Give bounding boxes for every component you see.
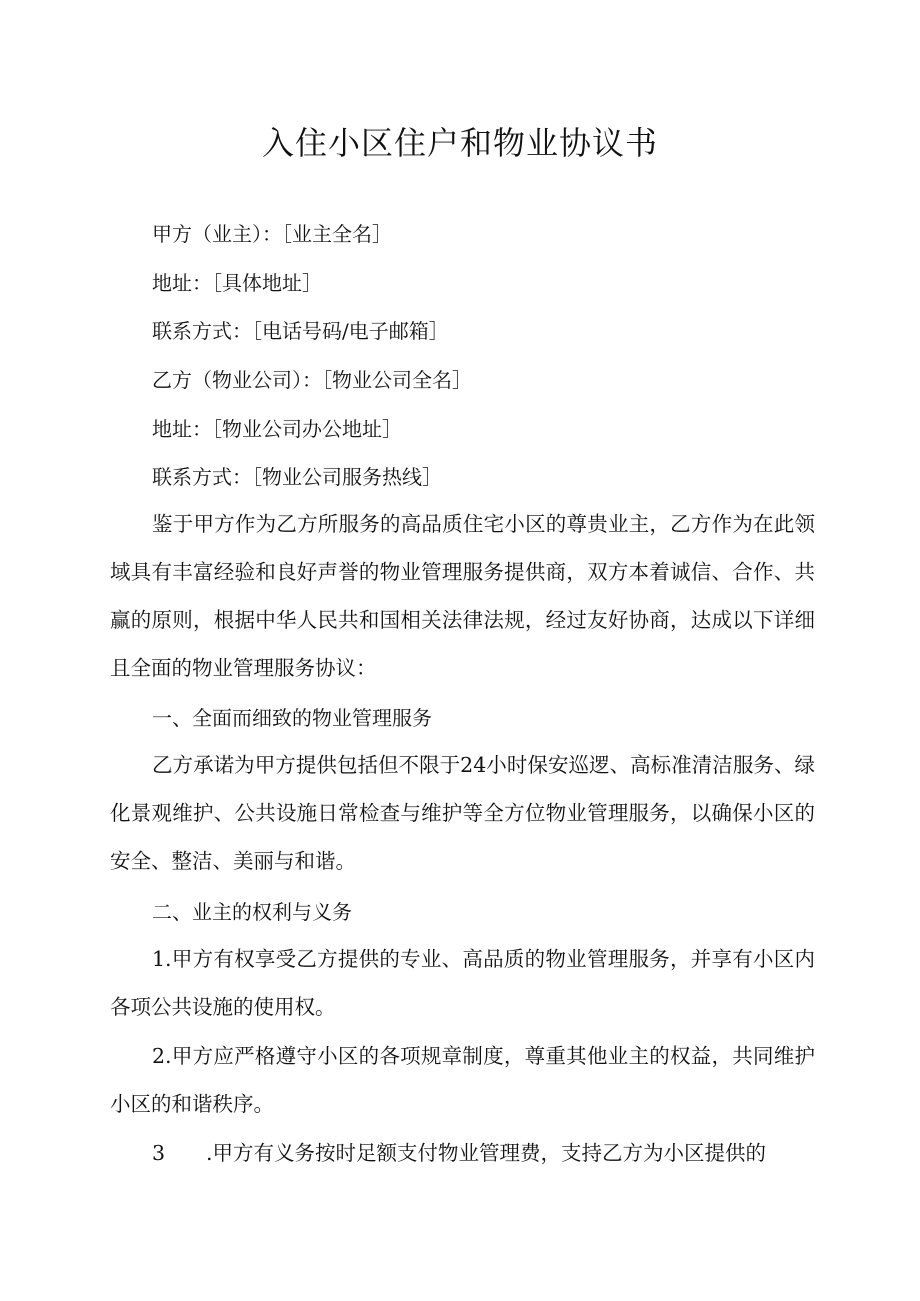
party-b-contact: 联系方式：［物业公司服务热线］ xyxy=(152,465,442,489)
document-title: 入住小区住户和物业协议书 xyxy=(261,124,658,162)
party-a-line: 甲方（业主）：［业主全名］ xyxy=(152,222,392,246)
section-2-heading: 二、业主的权利与义务 xyxy=(152,900,352,924)
section-2-item-2 xyxy=(110,1032,815,1128)
section-2-item-1 xyxy=(110,935,815,1031)
section-1-heading: 一、全面而细致的物业管理服务 xyxy=(152,706,432,730)
party-b-address: 地址：［物业公司办公地址］ xyxy=(152,417,402,441)
section-2-item-3 xyxy=(110,1129,815,1177)
party-b-line: 乙方（物业公司）：［物业公司全名］ xyxy=(152,368,472,392)
preamble-paragraph: 鉴于甲方作为乙方所服务的高品质住宅小区的尊贵业主，乙方作为在此领域具有丰富经验和良好声誉的物业管理服务提供商，双方本着诚信、合作、共赢的原则，根据中华人民共和国相关法律法规，经过友好协商，达成以下详细且全面的物业管理服务协议： xyxy=(110,512,815,680)
item-text: .甲方应严格遵守小区的各项规章制度，尊重其他业主的权益，共同维护小区的和谐秩序。 xyxy=(110,1044,815,1116)
item-number: 3 xyxy=(152,1141,166,1165)
item-text: .甲方有义务按时足额支付物业管理费，支持乙方为小区提供的 xyxy=(206,1141,767,1165)
section-1-body: 乙方承诺为甲方提供包括但不限于24小时保安巡逻、高标准清洁服务、绿化景观维护、公共设施日常检查与维护等全方位物业管理服务，以确保小区的安全、整洁、美丽与和谐。 xyxy=(110,753,815,873)
party-a-address: 地址：［具体地址］ xyxy=(152,271,322,295)
item-text: .甲方有权享受乙方提供的专业、高品质的物业管理服务，并享有小区内各项公共设施的使用权。 xyxy=(110,947,815,1019)
item-number: 1 xyxy=(152,947,166,971)
party-a-contact: 联系方式：［电话号码/电子邮箱］ xyxy=(152,319,449,343)
item-number: 2 xyxy=(152,1044,166,1068)
